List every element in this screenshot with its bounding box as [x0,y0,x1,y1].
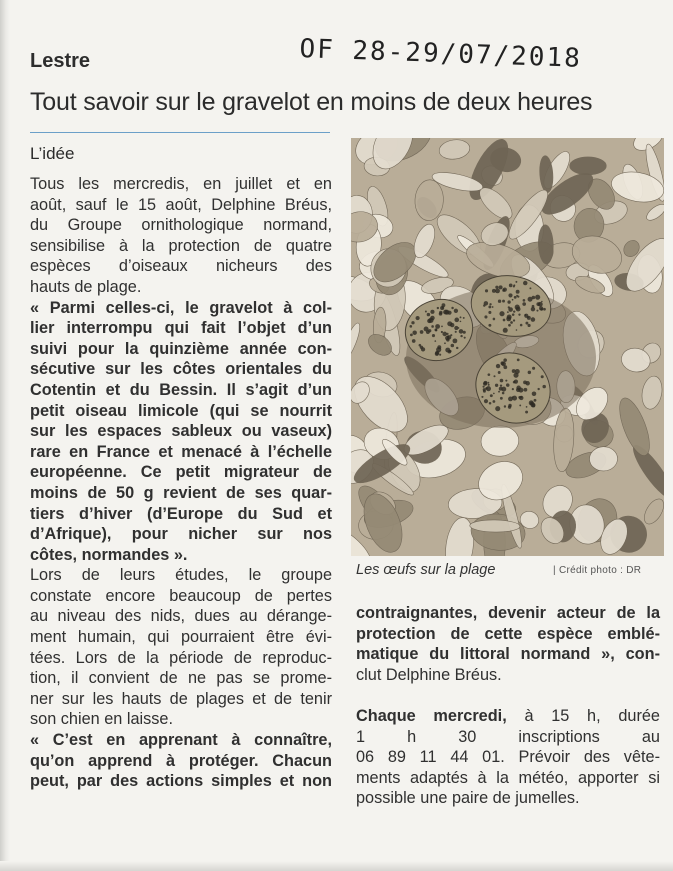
egg-speckle [447,321,452,326]
photo-credit: | Crédit photo : DR [553,565,642,576]
location-label: Lestre [30,50,91,72]
egg-speckle [520,324,523,327]
article-text-line: ner sur les hauts de plages et de tenir [30,689,332,708]
egg-speckle [512,299,514,301]
egg-speckle [460,321,462,323]
egg-speckle [485,289,488,292]
egg-speckle [532,391,537,396]
article-photo [351,138,664,556]
egg-speckle [495,288,500,293]
egg-speckle [523,281,527,285]
egg-speckle [451,307,453,309]
egg-speckle [523,299,526,302]
article-text-line: sécutive sur les côtes orientales du [30,360,332,379]
article-text-line: constate encore beaucoup de pertes [30,586,332,605]
egg-speckle [431,325,434,328]
article-text-line: européenne. Ce petit migrateur de [30,463,332,482]
egg-speckle [528,324,531,327]
scan-edge-bottom [0,861,673,871]
article-text-line: contraignantes, devenir acteur de la [356,604,660,622]
egg-speckle [425,311,427,313]
egg-speckle [456,347,458,349]
headline-rule [30,132,330,133]
rubric-label: L’idée [30,144,75,163]
egg-speckle [516,329,518,331]
egg-speckle [430,310,434,314]
egg-speckle [519,404,521,406]
egg-speckle [512,313,515,316]
egg-speckle [488,324,491,327]
article-text-line: Cotentin et du Bessin. Il s’agit d’un [30,380,332,399]
article-text-line: petit oiseau limicole (qui se nourrit [30,401,332,420]
egg-speckle [506,383,509,386]
egg-speckle [502,300,505,303]
practical-line-1-rest: à 15 h, durée [524,706,660,725]
article-text-line: sensibilise à la protection de quatre [30,236,332,255]
egg-speckle [503,365,507,369]
article-text-line: d’Afrique), pour nicher sur nos [30,525,332,544]
egg-speckle [517,296,519,298]
egg-speckle [518,314,520,316]
egg-speckle [493,393,495,395]
egg-speckle [495,384,498,387]
egg-speckle [510,321,513,324]
egg-speckle [447,311,451,315]
egg-speckle [513,310,515,312]
egg-speckle [541,301,543,303]
egg-speckle [516,290,520,294]
egg-speckle [493,318,496,321]
egg-speckle [495,286,498,289]
egg-speckle [513,381,516,384]
egg-speckle [483,386,485,388]
egg-speckle [526,406,528,408]
egg-speckle [537,388,539,390]
egg-speckle [499,311,504,316]
egg-speckle [435,352,439,356]
egg-speckle [442,303,446,307]
egg-speckle [437,307,439,309]
egg-speckle [525,381,529,385]
egg-speckle [538,302,543,307]
egg-speckle [455,331,457,333]
egg-speckle [513,319,515,321]
egg-speckle [500,379,504,383]
egg-speckle [527,316,531,320]
article-text-line: tiers d’hiver (d’Europe du Sud et [30,504,332,523]
egg-speckle [412,339,416,343]
egg-speckle [459,329,464,334]
egg-speckle [444,342,446,344]
egg-speckle [411,321,414,324]
egg-speckle [505,380,507,382]
article-text-line: « Parmi celles-ci, le gravelot à col- [30,298,332,317]
practical-lead: Chaque mercredi, [356,706,507,725]
egg-speckle [499,285,503,289]
egg-speckle [508,307,513,312]
egg-speckle [514,296,517,299]
egg-speckle [409,325,412,328]
egg-speckle [484,399,488,403]
egg-speckle [483,382,487,386]
egg-speckle [528,371,531,374]
handwritten-date-note: OF 28-29/07/2018 [298,34,583,74]
spacer [356,685,660,706]
egg-speckle [483,390,486,393]
egg-speckle [501,361,505,365]
article-text-line: sur les espaces sableux ou vaseux) [30,422,332,441]
egg-speckle [460,316,462,318]
egg-speckle [454,318,459,323]
egg-speckle [508,293,512,297]
egg-speckle [504,405,506,407]
egg-speckle [529,287,531,289]
egg-speckle [442,332,447,337]
practical-line: 06 89 11 44 01. Prévoir des vête- [356,748,660,767]
article-text-line: Lors de leurs études, le groupe [30,566,332,585]
egg-speckle [454,309,458,313]
egg-speckle [503,319,506,322]
egg-speckle [489,303,491,305]
egg-speckle [532,367,535,370]
egg-speckle [528,297,533,302]
article-column-right [356,603,660,809]
egg-speckle [420,346,423,349]
egg-speckle [512,388,514,390]
egg-speckle [535,295,540,300]
egg-speckle [540,308,543,311]
egg-speckle [502,289,505,292]
egg-speckle [428,329,431,332]
scan-edge-shadow [0,0,10,871]
egg-speckle [532,305,535,308]
egg-speckle [506,316,511,321]
egg-speckle [458,327,460,329]
egg-speckle [509,284,513,288]
article-column-left [30,174,332,792]
egg-speckle [427,313,430,316]
egg-speckle [531,317,536,322]
article-text-line: son chien en laisse. [30,710,174,729]
egg-speckle [500,384,502,386]
egg-speckle [488,311,491,314]
practical-line: ments adaptés à la météo, apporter si [356,768,660,787]
egg-speckle [498,371,501,374]
egg-speckle [500,397,503,400]
egg-speckle [498,300,501,303]
egg-speckle [522,302,526,306]
egg-speckle [435,324,440,329]
egg-speckle [507,311,509,313]
egg-speckle [515,281,517,283]
egg-speckle [441,331,443,333]
egg-speckle [507,300,510,303]
egg-speckle [508,324,511,327]
egg-speckle [463,331,466,334]
article-text-line: protection de cette espèce emblé- [356,624,660,643]
egg-speckle [543,308,546,311]
article-text-line: hauts de plage. [30,277,142,296]
egg-speckle [485,387,488,390]
practical-line: 1 h 30 inscriptions au [356,727,660,746]
article-text-line: moins de 50 g revient de ses quar- [30,483,332,502]
egg-speckle [463,317,465,319]
egg-speckle [496,364,500,368]
egg-speckle [452,338,457,343]
egg-speckle [498,391,500,393]
egg-speckle [437,345,441,349]
egg-speckle [501,387,506,392]
eggs-on-shells-image [351,138,664,556]
photo-caption: Les œufs sur la plage [356,562,496,578]
egg-speckle [488,373,491,376]
practical-line: possible une paire de jumelles. [356,789,580,808]
article-text-line: tées. Lors de la période de reproduc- [30,648,332,667]
egg-speckle [534,399,537,402]
egg-speckle [525,322,528,325]
egg-speckle [445,348,450,353]
egg-speckle [464,337,466,339]
egg-speckle [518,388,523,393]
article-text-line: matique du littoral normand », con- [356,645,660,664]
egg-speckle [519,396,523,400]
egg-speckle [493,375,495,377]
shell-shape [570,157,607,175]
egg-speckle [410,334,413,337]
article-text-line: Tous les mercredis, en juillet et en [30,175,332,193]
egg-speckle [443,310,448,315]
egg-speckle [495,406,500,411]
egg-speckle [432,334,435,337]
egg-speckle [488,382,490,384]
article-text-line: qu’on apprend à protéger. Chacun [30,751,332,770]
egg-speckle [503,328,508,333]
egg-speckle [513,284,515,286]
article-text-line: peut, par des actions simples et non [30,772,332,791]
article-text-line: suivi pour la quinzième année con- [30,339,332,358]
egg-speckle [484,315,487,318]
egg-speckle [481,396,483,398]
article-text-line: au niveau des nids, dues au dérange- [30,607,332,626]
article-text-line: ment humain, qui pourraient être évi- [30,628,332,647]
egg-speckle [445,336,449,340]
egg-speckle [502,392,505,395]
egg-speckle [439,311,442,314]
egg-speckle [532,404,536,408]
egg-speckle [516,307,521,312]
egg-speckle [416,316,420,320]
egg-speckle [525,411,528,414]
egg-speckle [512,396,514,398]
article-text-line: août, sauf le 15 août, Delphine Bréus, [30,195,332,214]
article-text-line: côtes, normandes ». [30,545,188,564]
egg-speckle [420,330,424,334]
egg-speckle [512,369,516,373]
egg-speckle [536,310,538,312]
egg-speckle [490,394,493,397]
egg-speckle [439,354,441,356]
egg-speckle [428,318,433,323]
practical-line-1 [356,706,660,727]
egg-speckle [492,400,495,403]
egg-speckle [434,340,436,342]
egg-speckle [488,384,490,386]
egg-speckle [541,375,544,378]
egg-speckle [460,335,462,337]
article-text-line: tion, il convient de ne pas se prome- [30,669,332,688]
article-text-line: espèces d’oiseaux nicheurs des [30,257,332,276]
egg-speckle [412,330,416,334]
egg-speckle [484,301,489,306]
egg-speckle [508,405,511,408]
egg-speckle [542,385,545,388]
egg-speckle [492,306,494,308]
egg-speckle [446,333,448,335]
article-text-line: lier interrompu qui fait l’objet d’un [30,319,332,338]
egg-speckle [517,358,520,361]
article-headline: Tout savoir sur le gravelot en moins de deux heures [30,88,593,116]
egg-speckle [524,388,528,392]
egg-speckle [451,344,455,348]
egg-speckle [435,329,437,331]
egg-speckle [441,325,443,327]
egg-speckle [488,305,491,308]
egg-speckle [424,326,429,331]
article-text-line: du Groupe ornithologique normand, [30,216,332,235]
egg-speckle [489,402,492,405]
egg-speckle [503,358,507,362]
article-text-line: rare en France et menacé à l’échelle [30,442,332,461]
article-text-line: « C’est en apprenant à connaître, [30,731,332,750]
article-text-line: clut Delphine Bréus. [356,665,502,684]
